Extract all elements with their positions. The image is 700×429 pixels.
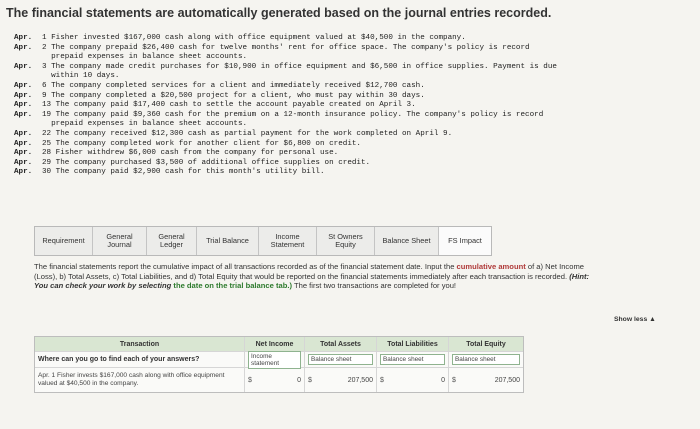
tab-label: General <box>158 231 185 241</box>
answer-cell <box>245 352 305 367</box>
currency-symbol: $ <box>248 376 252 384</box>
list-item <box>14 63 694 82</box>
show-less-toggle[interactable]: Show less ▲ <box>614 316 656 323</box>
tab-label-line2: Ledger <box>159 240 183 249</box>
net-income-value: 0 <box>297 376 301 384</box>
entry-text: 1 Fisher invested $167,000 cash along with office equipment valued at $40,500 in the company. <box>42 34 466 42</box>
entry-text: 6 The company completed services for a client and immediately received $12,700 cash. <box>42 81 425 90</box>
tab-general-ledger[interactable] <box>147 227 197 255</box>
table-row <box>35 352 523 368</box>
entry-text: 30 The company paid $2,900 cash for this month's utility bill. <box>42 168 325 177</box>
tab-fs-impact[interactable] <box>439 227 491 255</box>
tab-label-line2: Equity <box>335 240 356 249</box>
entry-text: 9 The company completed a $20,500 project for a client, who must pay within 30 days. <box>42 91 425 100</box>
instructions-hint-link[interactable]: the date on the trial balance tab.) <box>173 281 292 291</box>
list-item <box>14 101 694 111</box>
tab-owners-equity[interactable] <box>317 227 375 255</box>
entry-date: Apr. <box>14 34 33 42</box>
entry-text: 22 The company received $12,300 cash as partial payment for the work completed on April 9. <box>42 129 453 138</box>
list-item <box>14 111 694 130</box>
entry-date: Apr. <box>14 168 33 177</box>
transaction-description: Apr. 1 Fisher invests $167,000 cash along with office equipment valued at $40,500 in the company. <box>35 368 245 392</box>
tab-balance-sheet[interactable] <box>375 227 439 255</box>
currency-symbol: $ <box>380 376 384 384</box>
column-header: Total Liabilities <box>377 337 449 351</box>
tab-income-statement[interactable] <box>259 227 317 255</box>
requirement-tabs <box>34 226 492 256</box>
list-item <box>14 92 694 102</box>
list-item <box>14 82 694 92</box>
total-liabilities-source-select[interactable]: Balance sheet <box>380 354 445 365</box>
instructions-text: The first two transactions are completed for you! <box>292 281 457 291</box>
entry-date: Apr. <box>14 62 33 71</box>
entry-date: Apr. <box>14 158 33 167</box>
tab-label: Balance Sheet <box>382 235 431 245</box>
table-row <box>35 368 523 392</box>
currency-symbol: $ <box>452 376 456 384</box>
instructions-hint: (Hint: You can check your work by selecting <box>34 271 590 291</box>
answer-cell <box>305 352 377 367</box>
currency-symbol: $ <box>308 376 312 384</box>
entry-date: Apr. <box>14 81 33 90</box>
tab-label: Income <box>275 231 300 241</box>
total-liabilities-value: 0 <box>441 376 445 384</box>
entry-text: 28 Fisher withdrew $6,000 cash from the company for personal use. <box>42 149 339 158</box>
entry-text: 29 The company purchased $3,500 of additional office supplies on credit. <box>42 158 371 167</box>
tab-general-journal[interactable] <box>93 227 147 255</box>
total-assets-source-select[interactable]: Balance sheet <box>308 354 373 365</box>
entry-date: Apr. <box>14 110 33 119</box>
journal-entries-list <box>14 34 694 178</box>
entry-date: Apr. <box>14 43 33 52</box>
entry-date: Apr. <box>14 129 33 138</box>
list-item <box>14 140 694 150</box>
tab-label: Trial Balance <box>206 235 249 245</box>
instructions <box>34 262 594 291</box>
where-label: Where can you go to find each of your answers? <box>35 352 245 367</box>
total-liabilities-cell[interactable] <box>377 368 449 392</box>
list-item <box>14 159 694 169</box>
column-header: Total Assets <box>305 337 377 351</box>
entry-text: 13 The company paid $17,400 cash to settle the account payable created on April 3. <box>42 101 416 110</box>
instructions-highlight: cumulative amount <box>456 262 526 271</box>
tab-label: FS Impact <box>448 235 482 245</box>
instructions-text: of a) Net Income (Loss), b) Total Assets, c) Total Liabilities, and d) Total Equity that would be reported on the financial statements immediately after each transaction is recorded. <box>34 262 584 281</box>
entry-text: 25 The company completed work for another client for $6,800 on credit. <box>42 139 361 148</box>
answer-cell <box>377 352 449 367</box>
total-equity-value: 207,500 <box>494 376 520 384</box>
entry-date: Apr. <box>14 91 33 100</box>
total-equity-source-select[interactable]: Balance sheet <box>452 354 520 365</box>
tab-label-line2: Journal <box>107 240 132 249</box>
tab-label: General <box>106 231 133 241</box>
list-item <box>14 34 694 44</box>
fs-impact-table <box>34 336 524 393</box>
page-title: The financial statements are automatically generated based on the journal entries recorded. <box>6 6 552 20</box>
entry-date: Apr. <box>14 139 33 148</box>
tab-trial-balance[interactable] <box>197 227 259 255</box>
instructions-text: The financial statements report the cumulative impact of all transactions recorded as of the financial statement date. Input the <box>34 262 455 271</box>
net-income-source-select[interactable]: Income statement <box>248 351 301 369</box>
list-item <box>14 168 694 178</box>
entry-text: 19 The company paid $9,360 cash for the premium on a 12-month insurance policy. The company's policy is record prepaid expenses in balance sheet accounts. <box>42 110 544 129</box>
entry-date: Apr. <box>14 101 33 110</box>
entry-text: 3 The company made credit purchases for $10,900 in office equipment and $6,500 in office supplies. Payment is due within 10 days. <box>42 62 557 81</box>
total-equity-cell[interactable] <box>449 368 523 392</box>
tab-requirement[interactable] <box>35 227 93 255</box>
tab-label: St Owners <box>328 231 363 241</box>
column-header: Net Income <box>245 337 305 351</box>
net-income-cell[interactable] <box>245 368 305 392</box>
list-item <box>14 130 694 140</box>
list-item <box>14 44 694 63</box>
entry-text: 2 The company prepaid $26,400 cash for twelve months' rent for office space. The company's policy is record prepaid expenses in balance sheet accounts. <box>42 43 530 62</box>
tab-label-line2: Statement <box>270 240 305 249</box>
column-header: Transaction <box>35 337 245 351</box>
column-header: Total Equity <box>466 340 506 348</box>
list-item <box>14 149 694 159</box>
total-assets-value: 207,500 <box>347 376 373 384</box>
total-assets-cell[interactable] <box>305 368 377 392</box>
entry-date: Apr. <box>14 149 33 158</box>
tab-label: Requirement <box>42 235 85 245</box>
answer-cell <box>449 352 523 367</box>
